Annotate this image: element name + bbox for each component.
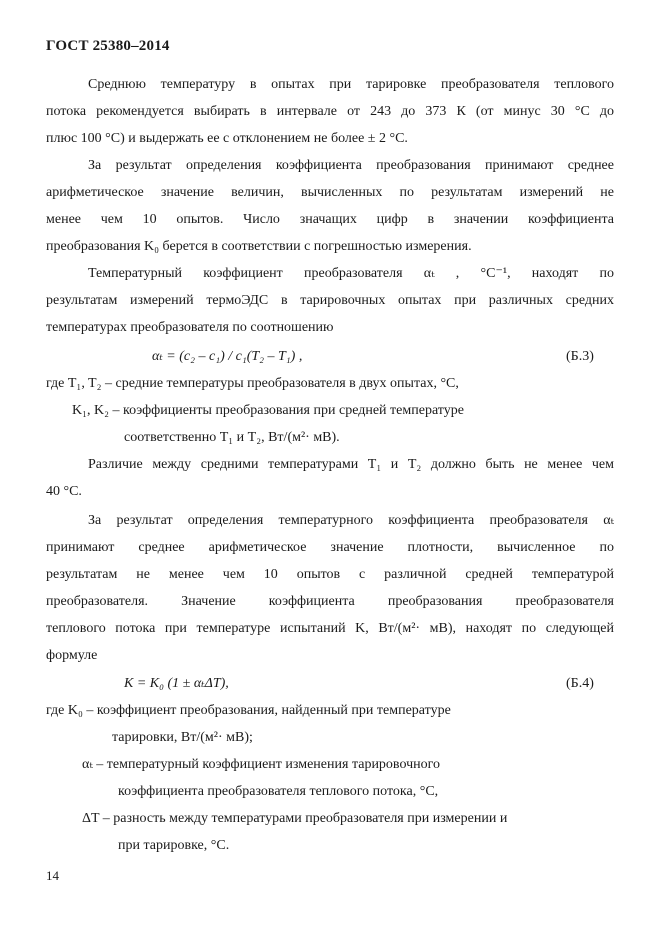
- paragraph-line: температурах преобразователя по соотношению: [46, 320, 334, 335]
- where-line: коэффициента преобразователя теплового потока, °С,: [118, 784, 439, 799]
- formula-number: (Б.3): [566, 349, 594, 364]
- paragraph-line: потока рекомендуется выбирать в интервале от 243 до 373 К (от минус 30 °С до: [46, 104, 614, 119]
- paragraph-line: теплового потока при температуре испытаний K, Вт/(м²· мВ), находят по следующей: [46, 621, 614, 636]
- paragraph-line: результатам измерений термоЭДС в тарировочных опытах при различных средних: [46, 293, 614, 308]
- paragraph-line: преобразования K₀ берется в соответствии с погрешностью измерения.: [46, 239, 472, 254]
- paragraph-line: Температурный коэффициент преобразователя αₜ , °С⁻¹, находят по: [88, 266, 614, 281]
- where-line: соответственно T₁ и T₂, Вт/(м²· мВ).: [124, 430, 340, 445]
- formula-number: (Б.4): [566, 676, 594, 691]
- where-line: при тарировке, °С.: [118, 838, 230, 853]
- paragraph-line: плюс 100 °С) и выдержать ее с отклонением не более ± 2 °С.: [46, 131, 408, 146]
- paragraph-line: арифметическое значение величин, вычисленных по результатам измерений не: [46, 185, 614, 200]
- where-line: K₁, K₂ – коэффициенты преобразования при средней температуре: [72, 403, 464, 418]
- paragraph-line: Среднюю температуру в опытах при тарировке преобразователя теплового: [88, 77, 614, 92]
- paragraph-line: За результат определения температурного коэффициента преобразователя αₜ: [88, 513, 614, 528]
- formula-b4: K = K₀ (1 ± αₜΔT),: [124, 676, 229, 691]
- where-line: αₜ – температурный коэффициент изменения тарировочного: [82, 757, 441, 772]
- paragraph-line: За результат определения коэффициента преобразования принимают среднее: [88, 158, 614, 173]
- formula-b3: αₜ = (c₂ – c₁) / c₁(T₂ – T₁) ,: [152, 349, 303, 364]
- document-header: ГОСТ 25380–2014: [46, 38, 170, 54]
- page-number: 14: [46, 868, 59, 883]
- paragraph-line: принимают среднее арифметическое значение плотности, вычисленное по: [46, 540, 614, 555]
- paragraph-line: формуле: [46, 648, 98, 663]
- paragraph-line: результатам не менее чем 10 опытов с различной средней температурой: [46, 567, 614, 582]
- paragraph-line: преобразователя. Значение коэффициента преобразования преобразователя: [46, 594, 614, 609]
- paragraph-line: Различие между средними температурами T₁ и T₂ должно быть не менее чем: [88, 457, 614, 472]
- paragraph-line: 40 °С.: [46, 484, 82, 499]
- where-line: где K₀ – коэффициент преобразования, найденный при температуре: [46, 703, 451, 718]
- where-line: тарировки, Вт/(м²· мВ);: [112, 730, 253, 745]
- paragraph-line: менее чем 10 опытов. Число значащих цифр в значении коэффициента: [46, 212, 614, 227]
- where-line: ΔT – разность между температурами преобразователя при измерении и: [82, 811, 508, 826]
- where-line: где T₁, T₂ – средние температуры преобразователя в двух опытах, °С,: [46, 376, 459, 391]
